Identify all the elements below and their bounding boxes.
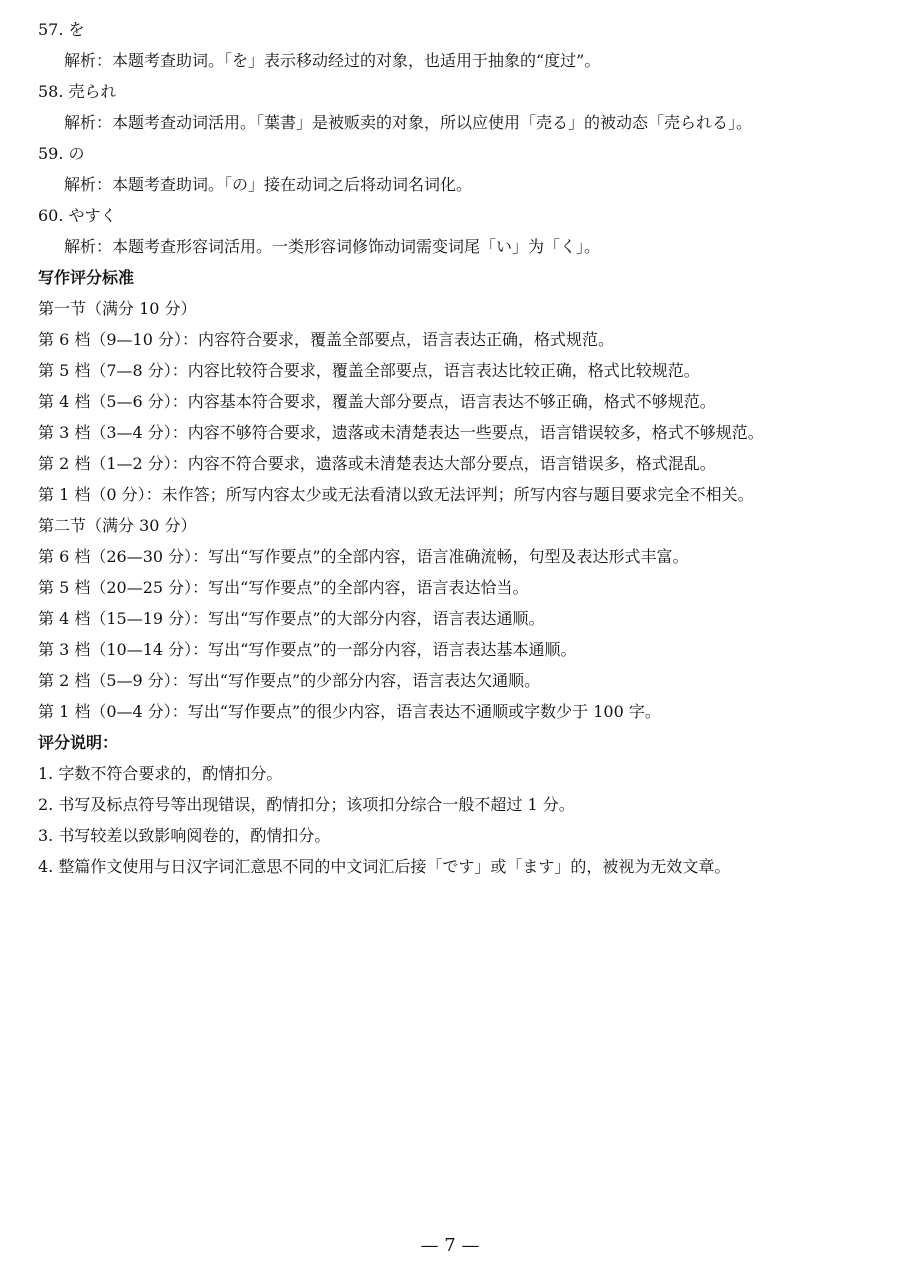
answer-59: 59. の bbox=[38, 144, 85, 163]
answer-58: 58. 売られ bbox=[38, 82, 117, 101]
scoring-note-2: 2. 书写及标点符号等出现错误，酌情扣分；该项扣分综合一般不超过 1 分。 bbox=[38, 795, 575, 814]
scoring-note-4: 4. 整篇作文使用与日汉字词汇意思不同的中文词汇后接「です」或「ます」的，被视为无效文章。 bbox=[38, 857, 731, 876]
scoring-notes-title: 评分说明： bbox=[38, 733, 119, 752]
section1-title: 第一节（满分 10 分） bbox=[38, 299, 197, 318]
page-number: — 7 — bbox=[420, 1235, 480, 1256]
scoring-note-1: 1. 字数不符合要求的，酌情扣分。 bbox=[38, 764, 283, 783]
section2-level-5: 第 5 档（20—25 分）：写出“写作要点”的全部内容，语言表达恰当。 bbox=[38, 578, 529, 597]
section1-level-2: 第 2 档（1—2 分）：内容不符合要求，遗落或未清楚表达大部分要点，语言错误多，格式混乱。 bbox=[38, 454, 716, 473]
answer-57: 57. を bbox=[38, 20, 85, 39]
section2-level-3: 第 3 档（10—14 分）：写出“写作要点”的一部分内容，语言表达基本通顺。 bbox=[38, 640, 577, 659]
section2-level-2: 第 2 档（5—9 分）：写出“写作要点”的少部分内容，语言表达欠通顺。 bbox=[38, 671, 541, 690]
answer-57-explanation: 解析：本题考查助词。「を」表示移动经过的对象，也适用于抽象的“度过”。 bbox=[64, 51, 601, 70]
section1-level-4: 第 4 档（5—6 分）：内容基本符合要求，覆盖大部分要点，语言表达不够正确，格式不够规范。 bbox=[38, 392, 716, 411]
scoring-note-3: 3. 书写较差以致影响阅卷的，酌情扣分。 bbox=[38, 826, 331, 845]
writing-criteria-title: 写作评分标准 bbox=[38, 268, 135, 287]
section1-level-6: 第 6 档（9—10 分）：内容符合要求，覆盖全部要点，语言表达正确，格式规范。 bbox=[38, 330, 614, 349]
answer-60: 60. やすく bbox=[38, 206, 117, 225]
answer-60-explanation: 解析：本题考查形容词活用。一类形容词修饰动词需变词尾「い」为「く」。 bbox=[64, 237, 601, 256]
answer-58-explanation: 解析：本题考查动词活用。「葉書」是被贩卖的对象，所以应使用「売る」的被动态「売られる」。 bbox=[64, 113, 753, 132]
section2-title: 第二节（满分 30 分） bbox=[38, 516, 197, 535]
section2-level-6: 第 6 档（26—30 分）：写出“写作要点”的全部内容，语言准确流畅，句型及表达形式丰富。 bbox=[38, 547, 689, 566]
section1-level-1: 第 1 档（0 分）：未作答；所写内容太少或无法看清以致无法评判；所写内容与题目要求完全不相关。 bbox=[38, 485, 754, 504]
answer-59-explanation: 解析：本题考查助词。「の」接在动词之后将动词名词化。 bbox=[64, 175, 473, 194]
section2-level-4: 第 4 档（15—19 分）：写出“写作要点”的大部分内容，语言表达通顺。 bbox=[38, 609, 545, 628]
section1-level-3: 第 3 档（3—4 分）：内容不够符合要求，遗落或未清楚表达一些要点，语言错误较多，格式不够规范。 bbox=[38, 423, 764, 442]
section1-level-5: 第 5 档（7—8 分）：内容比较符合要求，覆盖全部要点，语言表达比较正确，格式比较规范。 bbox=[38, 361, 700, 380]
section2-level-1: 第 1 档（0—4 分）：写出“写作要点”的很少内容，语言表达不通顺或字数少于 100 字。 bbox=[38, 702, 661, 721]
